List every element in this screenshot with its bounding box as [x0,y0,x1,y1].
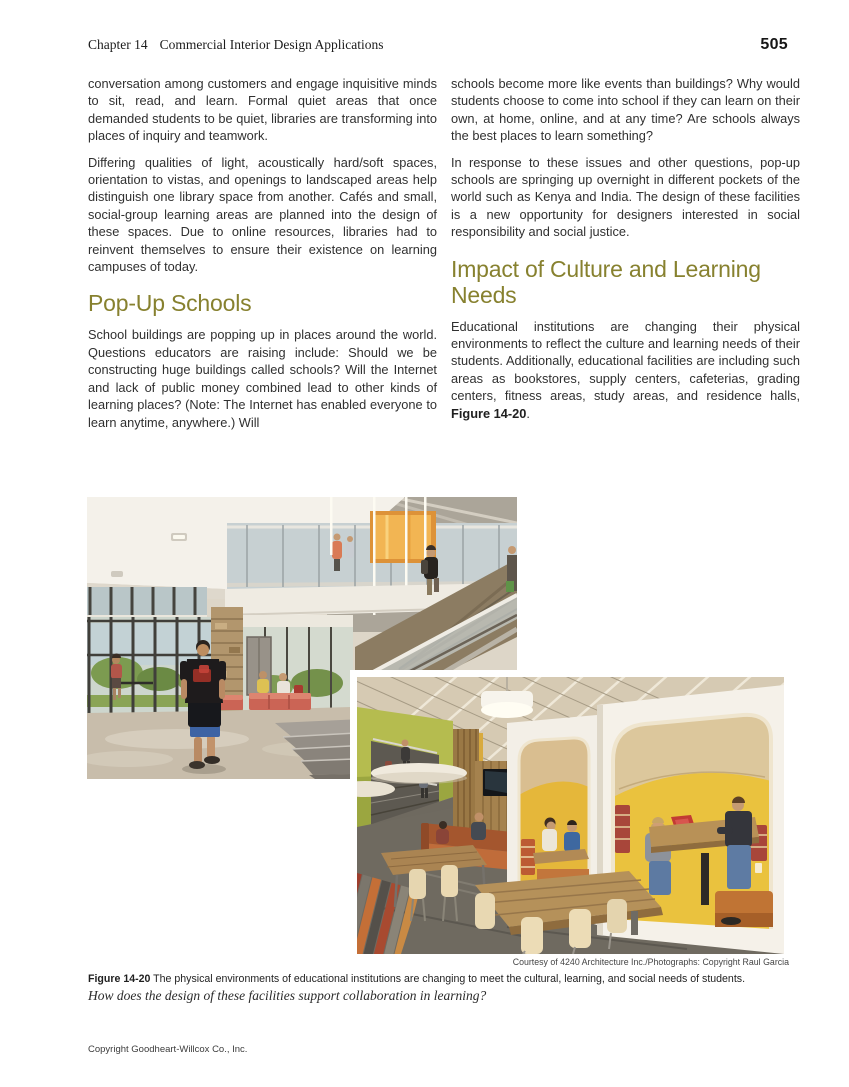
running-head [88,36,788,54]
right-column [451,75,800,440]
figure-caption-text: The physical environments of educational institutions are changing to meet the cultural, learning, and social needs of students. [150,973,746,985]
section-heading-pop-up-schools: Pop-Up Schools [88,290,252,317]
body-paragraph: schools become more like events than buildings? Why would students choose to come into school if they can learn on their own, at home, online, and at any time? Are schools always the best places to learn something? [451,76,800,144]
body-paragraph: School buildings are popping up in places around the world. Questions educators are raising include: Should we be constructing huge buildings called schools? Will the Internet and lack of public money combined lead to other kinds of learning places? (Note: The Internet has enabled everyone to learn anytime, anywhere.) Will [88,327,437,430]
chapter-label: Chapter 14 [88,37,148,52]
body-paragraph [451,318,800,422]
paragraph-text: Educational institutions are changing their physical environments to reflect the culture and learning needs of their students. Additionally, educational facilities are including such areas as bookstores, supply centers, cafeterias, grading centers, fitness areas, study areas, and residence halls, [451,318,800,404]
two-column-text [88,75,800,440]
figure-discussion-question: How does the design of these facilities support collaboration in learning? [88,988,487,1003]
figure-caption-label: Figure 14-20 [88,973,151,985]
photo-booths-illustration [357,677,784,954]
paragraph-text: . [526,405,530,421]
body-paragraph: Differing qualities of light, acoustically hard/soft spaces, orientation to vistas, and openings to landscaped areas help distinguish one library space from another. Cafés and small, social-group learning areas are planned into the design of these spaces. Due to online resources, libraries had to reinvent themselves to ensure their existence on learning campuses of today. [88,154,437,275]
figure-14-20 [87,497,791,967]
photo-study-booth-lounge [350,670,791,961]
page-number: 505 [760,36,788,53]
copyright-line: Copyright Goodheart-Willcox Co., Inc. [88,1044,248,1055]
figure-caption [88,973,828,986]
body-paragraph: conversation among customers and engage inquisitive minds to sit, read, and learn. Formal quiet areas that once demanded students to be quiet, libraries are transforming into places of inquiry and teamwork. [88,76,437,144]
left-column [88,75,437,440]
photo-credit: Courtesy of 4240 Architecture Inc./Photographs: Copyright Raul Garcia [512,957,789,967]
body-paragraph: In response to these issues and other questions, pop-up schools are springing up overnight in different pockets of the world such as Kenya and India. The design of these facilities is a new opportunity for designers interested in social responsibility and social justice. [451,154,800,240]
chapter-title: Commercial Interior Design Applications [159,37,384,52]
section-heading-impact-of-culture: Impact of Culture and Learning Needs [451,255,761,308]
figure-reference: Figure 14-20 [451,405,527,421]
